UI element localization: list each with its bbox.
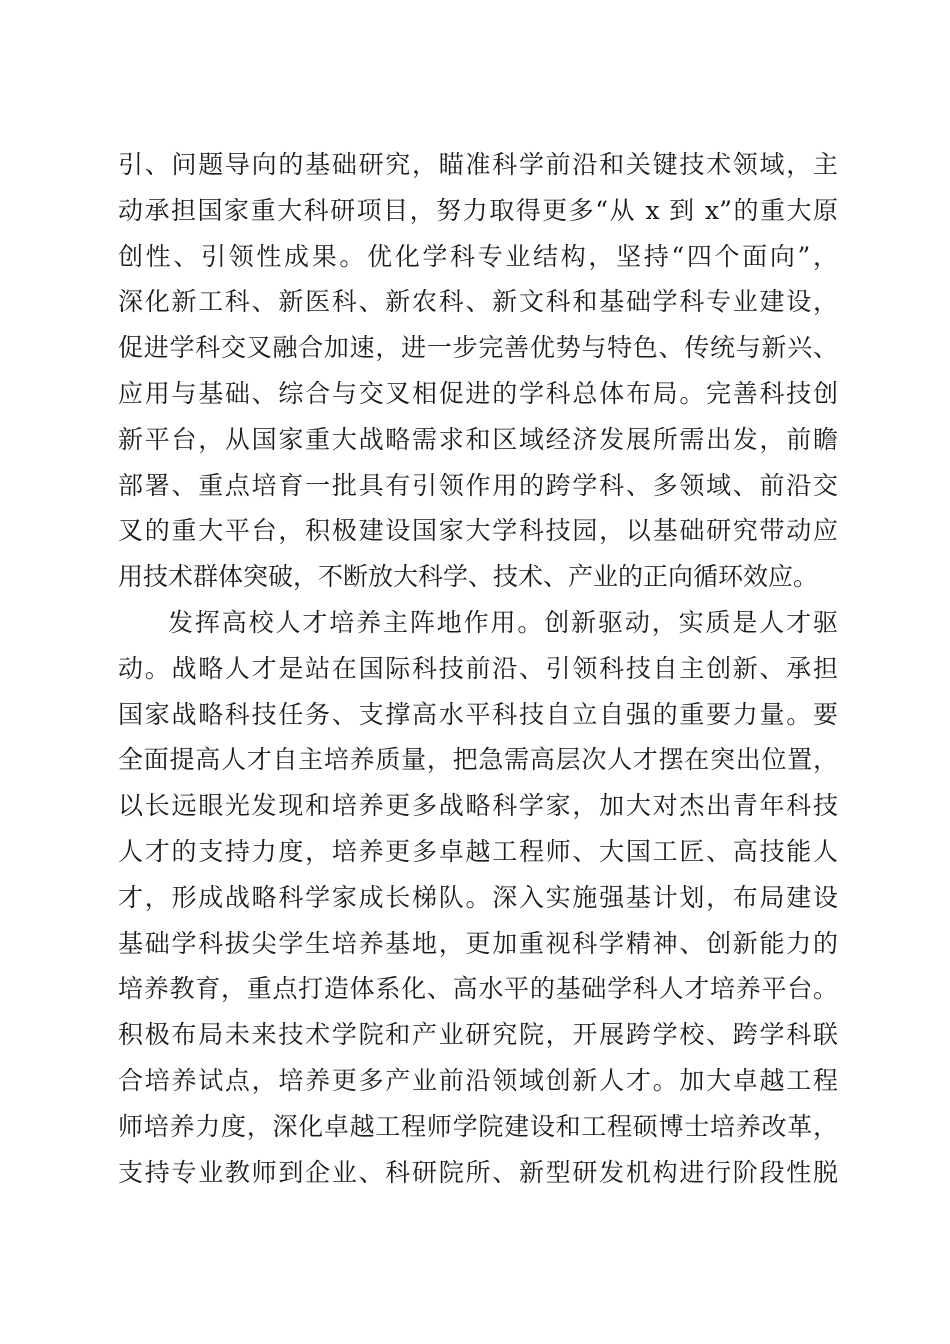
text-line: 深化新工科、新医科、新农科、新文科和基础学科专业建设， xyxy=(118,287,838,317)
text-line: 创性、引领性成果。优化学科专业结构，坚持“四个面向”， xyxy=(118,241,838,271)
text-line: 新平台，从国家重大战略需求和区域经济发展所需出发，前瞻 xyxy=(118,424,838,454)
text-line: 支持专业教师到企业、科研院所、新型研发机构进行阶段性脱 xyxy=(118,1157,838,1187)
text-line: 动。战略人才是站在国际科技前沿、引领科技自主创新、承担 xyxy=(118,653,838,683)
text-line: 叉的重大平台，积极建设国家大学科技园，以基础研究带动应 xyxy=(118,516,838,546)
text-line: 应用与基础、综合与交叉相促进的学科总体布局。完善科技创 xyxy=(118,378,838,408)
text-line: 才，形成战略科学家成长梯队。深入实施强基计划，布局建设 xyxy=(118,882,838,912)
text-line: 部署、重点培育一批具有引领作用的跨学科、多领域、前沿交 xyxy=(118,470,838,500)
text-line: 动承担国家重大科研项目，努力取得更多“从 x 到 x”的重大原 xyxy=(118,195,838,225)
paragraph-end-line: 用技术群体突破，不断放大科学、技术、产业的正向循环效应。 xyxy=(118,562,819,592)
text-line: 基础学科拔尖学生培养基地，更加重视科学精神、创新能力的 xyxy=(118,928,838,958)
text-line: 全面提高人才自主培养质量，把急需高层次人才摆在突出位置， xyxy=(118,745,838,775)
text-line: 积极布局未来技术学院和产业研究院，开展跨学校、跨学科联 xyxy=(118,1020,838,1050)
text-line: 合培养试点，培养更多产业前沿领域创新人才。加大卓越工程 xyxy=(118,1065,838,1095)
text-line: 引、问题导向的基础研究，瞄准科学前沿和关键技术领域，主 xyxy=(118,150,838,179)
paragraph-start-line: 发挥高校人才培养主阵地作用。创新驱动，实质是人才驱 xyxy=(168,607,838,637)
text-line: 促进学科交叉融合加速，进一步完善优势与特色、传统与新兴、 xyxy=(118,333,838,363)
body-text xyxy=(118,142,838,1195)
text-line: 以长远眼光发现和培养更多战略科学家，加大对杰出青年科技 xyxy=(118,791,838,821)
text-line: 师培养力度，深化卓越工程师学院建设和工程硕博士培养改革， xyxy=(118,1111,838,1141)
text-line: 培养教育，重点打造体系化、高水平的基础学科人才培养平台。 xyxy=(118,974,838,1004)
text-line: 国家战略科技任务、支撑高水平科技自立自强的重要力量。要 xyxy=(118,699,838,729)
text-line: 人才的支持力度，培养更多卓越工程师、大国工匠、高技能人 xyxy=(118,836,838,866)
